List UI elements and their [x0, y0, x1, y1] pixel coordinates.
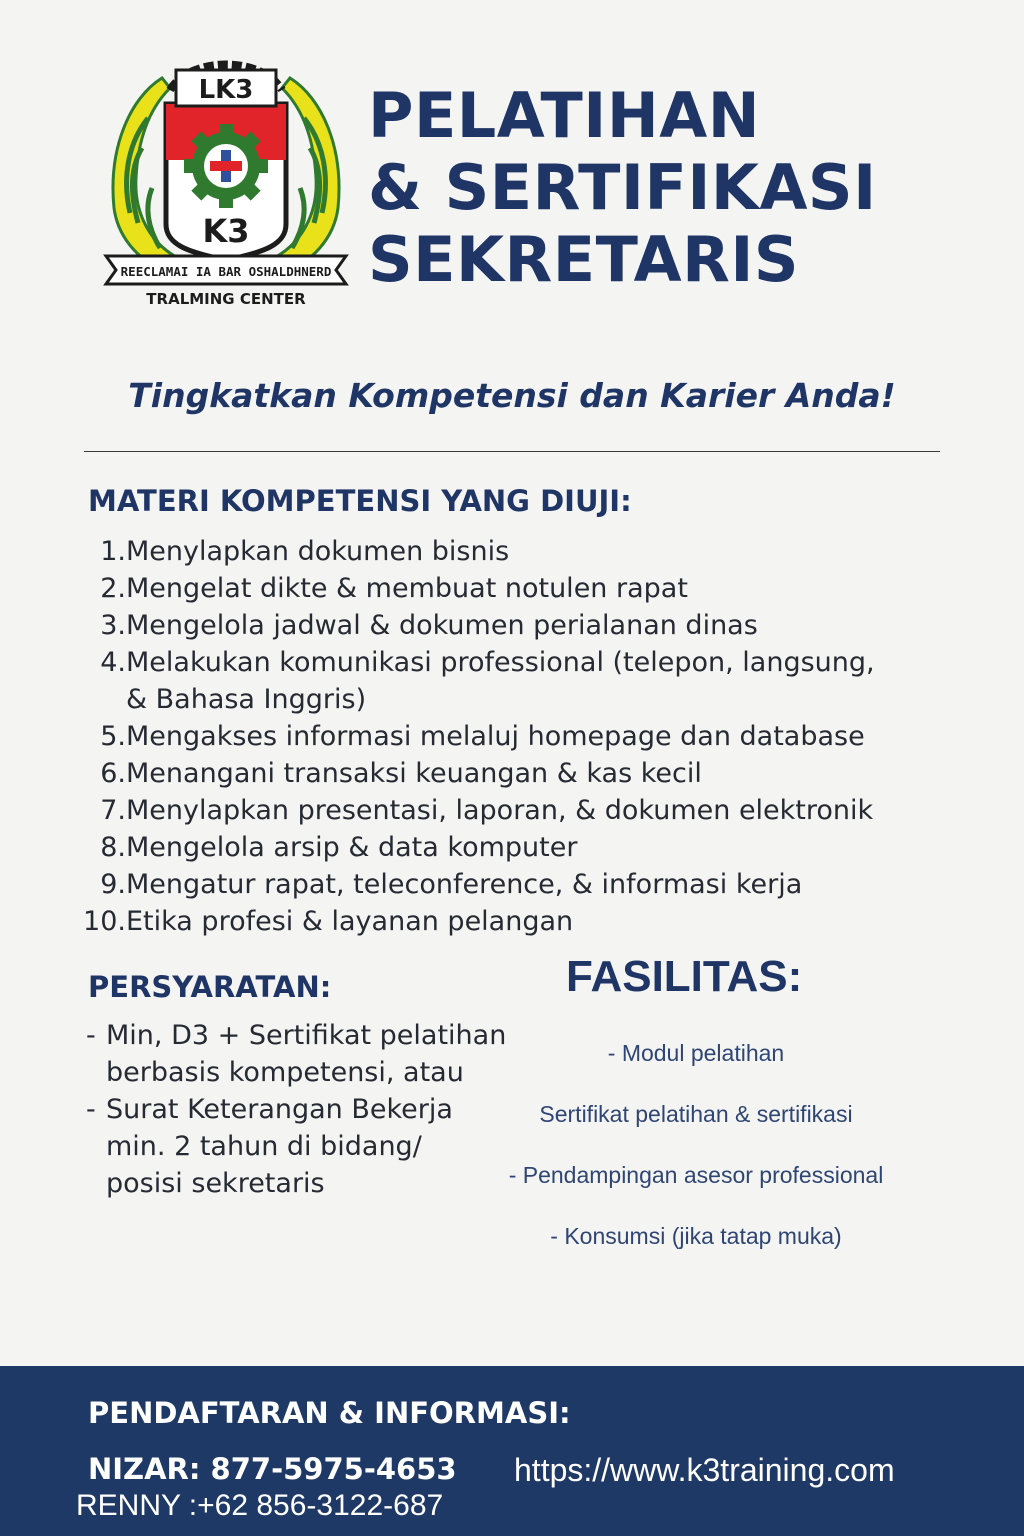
- materi-list: [80, 533, 886, 940]
- item-text: Surat Keterangan Bekerja min. 2 tahun di bidang/ posisi sekretaris: [106, 1094, 453, 1199]
- contact-renny: RENNY :+62 856-3122-687: [76, 1489, 444, 1522]
- title-line: & SERTIFIKASI: [368, 151, 877, 224]
- list-item: [80, 792, 886, 829]
- item-text: Melakukan komunikasi professional (telepon, langsung, & Bahasa Inggris): [126, 647, 875, 715]
- persyaratan-heading: PERSYARATAN:: [88, 970, 332, 1004]
- logo-ribbon-text: REECLAMAI IA BAR OSHALDHNERD: [120, 264, 332, 279]
- item-number: 6.: [100, 758, 126, 789]
- materi-heading: MATERI KOMPETENSI YANG DIUJI:: [88, 484, 632, 518]
- list-item: [86, 1017, 516, 1091]
- list-item: [80, 570, 886, 607]
- item-text: Mengelola jadwal & dokumen perialanan dinas: [126, 610, 758, 641]
- logo-center-text: K3: [202, 212, 250, 250]
- item-text: Menangani transaksi keuangan & kas kecil: [126, 758, 702, 789]
- item-text: Mengelola arsip & data komputer: [126, 832, 578, 863]
- bullet-dash: -: [86, 1020, 96, 1051]
- item-number: 5.: [100, 721, 126, 752]
- item-text: Mengatur rapat, teleconference, & informasi kerja: [126, 869, 803, 900]
- item-text: Mengakses informasi melaluj homepage dan database: [126, 721, 865, 752]
- item-text: Menylapkan presentasi, laporan, & dokumen elektronik: [126, 795, 874, 826]
- list-item: - Konsumsi (jika tatap muka): [550, 1223, 842, 1249]
- item-number: 4.: [100, 647, 126, 678]
- item-number: 8.: [100, 832, 126, 863]
- list-item: - Pendampingan asesor professional: [508, 1162, 884, 1188]
- item-number: 1.: [100, 536, 126, 567]
- contact-nizar: NIZAR: 877-5975-4653: [88, 1452, 457, 1486]
- list-item: [80, 644, 886, 718]
- list-item: - Modul pelatihan: [607, 1040, 785, 1066]
- fasilitas-list: [478, 1033, 914, 1277]
- bullet-dash: -: [86, 1094, 96, 1125]
- list-item: [80, 829, 886, 866]
- divider: [84, 451, 940, 452]
- persyaratan-list: [86, 1017, 516, 1202]
- list-item: [80, 903, 886, 940]
- gear-icon: [184, 124, 268, 208]
- title-line: PELATIHAN: [368, 79, 761, 152]
- list-item: [80, 718, 886, 755]
- item-number: 3.: [100, 610, 126, 641]
- list-item: [80, 607, 886, 644]
- item-text: Min, D3 + Sertifikat pelatihan berbasis kompetensi, atau: [106, 1020, 507, 1088]
- tagline: Tingkatkan Kompetensi dan Karier Anda!: [128, 376, 896, 415]
- item-number: 7.: [100, 795, 126, 826]
- page-title: [368, 80, 877, 296]
- list-item: [80, 866, 886, 903]
- item-text: Mengelat dikte & membuat notulen rapat: [126, 573, 688, 604]
- title-line: SEKRETARIS: [368, 223, 800, 296]
- list-item: Sertifikat pelatihan & sertifikasi: [539, 1101, 853, 1127]
- item-number: 10.: [83, 906, 126, 937]
- list-item: [80, 755, 886, 792]
- website-link[interactable]: https://www.k3training.com: [514, 1452, 895, 1488]
- fasilitas-heading: FASILITAS:: [566, 952, 803, 1001]
- lk3-logo: [100, 48, 352, 310]
- footer-heading: PENDAFTARAN & INFORMASI:: [88, 1396, 571, 1430]
- item-text: Etika profesi & layanan pelangan: [126, 906, 574, 937]
- item-number: 9.: [100, 869, 126, 900]
- list-item: [80, 533, 886, 570]
- list-item: [86, 1091, 516, 1202]
- logo-top-text: LK3: [198, 75, 254, 105]
- item-number: 2.: [100, 573, 126, 604]
- logo-bottom-text: TRALMING CENTER: [146, 290, 306, 308]
- item-text: Menylapkan dokumen bisnis: [126, 536, 510, 567]
- footer: [0, 1366, 1024, 1536]
